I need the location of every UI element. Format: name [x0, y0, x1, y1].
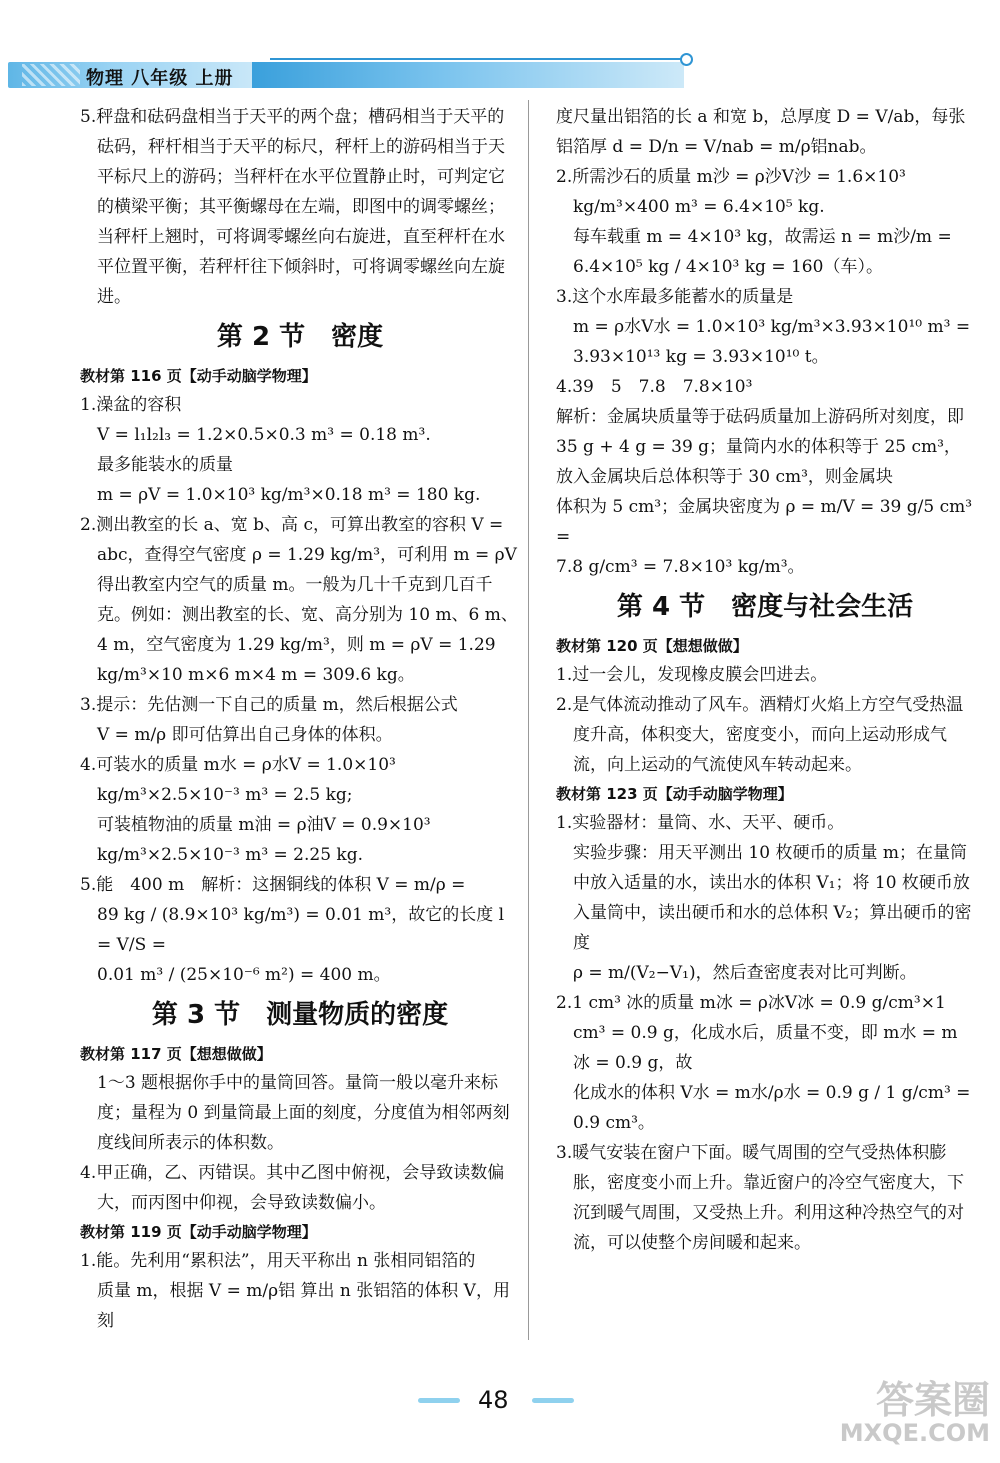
- answer-1-materials: 1.实验器材：量筒、水、天平、硬币。: [556, 813, 845, 833]
- answer-1-foil-cont: 质量 m，根据 V = m/ρ铝 算出 n 张铝箔的体积 V，用刻: [97, 1281, 510, 1331]
- watermark-url: MXQE.COM: [839, 1419, 990, 1447]
- page-number-ornament-right: [532, 1398, 574, 1403]
- book-title: 物理 八年级 上册: [86, 68, 234, 89]
- answer-4-values: 4.39 5 7.8 7.8×10³: [556, 377, 753, 397]
- subheading-p116: 教材第 116 页【动手动脑学物理】: [80, 367, 317, 385]
- header-rule: [270, 58, 682, 60]
- answer-1-formula: V = l₁l₂l₃ = 1.2×0.5×0.3 m³ = 0.18 m³.: [97, 425, 431, 445]
- answer-3-reservoir: 3.这个水库最多能蓄水的质量是: [556, 287, 794, 307]
- answer-1-text2: 最多能装水的质量: [97, 455, 233, 475]
- page-number-ornament-left: [418, 1398, 460, 1403]
- section-2-title: 第 2 节 密度: [216, 322, 384, 352]
- subheading-p123: 教材第 123 页【动手动脑学物理】: [556, 785, 793, 803]
- answer-2-trucks: 每车载重 m = 4×10³ kg，故需运 n = m沙/m =: [573, 227, 952, 247]
- answer-2-result: 6.4×10⁵ kg / 4×10³ kg = 160（车）。: [573, 257, 883, 277]
- answer-4-reading: 4.甲正确，乙、丙错误。其中乙图中俯视，会导致读数偏大，而丙图中仰视，会导致读数偏小。: [80, 1163, 505, 1213]
- column-divider: [528, 100, 529, 1340]
- answer-5-length: 0.01 m³ / (25×10⁻⁶ m²) = 400 m。: [97, 965, 391, 985]
- header-pattern: [22, 64, 80, 86]
- answer-2-windmill: 2.是气体流动推动了风车。酒精灯火焰上方空气受热温度升高，体积变大，密度变小，而向上运动形成气流，向上运动的气流使风车转动起来。: [556, 695, 964, 775]
- answer-5-scale: 5.秤盘和砝码盘相当于天平的两个盘；槽码相当于天平的砝码，秤杆相当于天平的标尺，秤杆上的游码相当于天平标尺上的游码；当秤杆在水平位置静止时，可判定它的横梁平衡；其平衡螺母在左端，即图中的调零螺丝；当秤杆上翘时，可将调零螺丝向右旋进，直至秤杆在水平位置平衡，若秤杆往下倾斜时，可将调零螺丝向左旋进。: [80, 107, 505, 307]
- subheading-p120: 教材第 120 页【想想做做】: [556, 637, 748, 655]
- section-3-title: 第 3 节 测量物质的密度: [151, 1000, 449, 1030]
- answer-5-volume: 89 kg / (8.9×10³ kg/m³) = 0.01 m³，故它的长度 l = V/S =: [97, 905, 505, 955]
- page-header: [0, 0, 1000, 100]
- site-watermark: [800, 1380, 990, 1452]
- answer-2-ice: 2.1 cm³ 冰的质量 m冰 = ρ冰V冰 = 0.9 g/cm³×1 cm³ = 0.9 g，化成水后，质量不变，即 m水 = m冰 = 0.9 g，故: [556, 993, 958, 1073]
- answer-1-text: 1.澡盆的容积: [80, 395, 182, 415]
- answer-1-3-cylinder: 1～3 题根据你手中的量筒回答。量筒一般以毫升来标度；量程为 0 到量筒最上面的刻度，分度值为相邻两刻度线间所表示的体积数。: [97, 1073, 510, 1153]
- answer-3-hint: 3.提示：先估测一下自己的质量 m，然后根据公式: [80, 695, 458, 715]
- answer-4-oil: 可装植物油的质量 m油 = ρ油V = 0.9×10³ kg/m³×2.5×10⁻³ m³ = 2.25 kg.: [97, 815, 431, 865]
- page-number: 48: [478, 1386, 509, 1414]
- section-4-title: 第 4 节 密度与社会生活: [616, 592, 914, 622]
- header-circle-ornament: [680, 53, 693, 66]
- answer-4-analysis: 解析：金属块质量等于砝码质量加上游码所对刻度，即 35 g + 4 g = 39 g；量筒内水的体积等于 25 cm³，放入金属块后总体积等于 30 cm³，则金属块: [556, 407, 964, 487]
- answer-4-density: 体积为 5 cm³；金属块密度为 ρ = m/V = 39 g/5 cm³ =: [556, 497, 973, 547]
- answer-4-result: 7.8 g/cm³ = 7.8×10³ kg/m³。: [556, 557, 805, 577]
- answer-1-membrane: 1.过一会儿，发现橡皮膜会凹进去。: [556, 665, 828, 685]
- answer-1-foil-each: 铝箔厚 d = D/n = V/nab = m/ρ铝nab。: [556, 137, 877, 157]
- header-gradient-bar: [252, 62, 684, 88]
- answer-3-heater: 3.暖气安装在窗户下面。暖气周围的空气受热体积膨胀，密度变小而上升。靠近窗户的冷空气密度大，下沉到暖气周围，又受热上升。利用这种冷热空气的对流，可以使整个房间暖和起来。: [556, 1143, 964, 1253]
- watermark-logo-text: 答案圈: [875, 1378, 990, 1422]
- answer-4-water: 4.可装水的质量 m水 = ρ水V = 1.0×10³ kg/m³×2.5×10⁻³ m³ = 2.5 kg;: [80, 755, 396, 805]
- subheading-p117: 教材第 117 页【想想做做】: [80, 1045, 272, 1063]
- answer-2-classroom: 2.测出教室的长 a、宽 b、高 c，可算出教室的容积 V = abc，查得空气密度 ρ = 1.29 kg/m³，可利用 m = ρV 得出教室内空气的质量 m。一般为几十千克到几百千克。例如：测出教室的长、宽、高分别为 10 m、6 m、4 m，空气密度为 1.29 kg/m³，则 m = ρV = 1.29 kg/m³×10 m×6 m×4 m = 309.6 kg。: [80, 515, 518, 685]
- answer-1-foil: 1.能。先利用“累积法”，用天平称出 n 张相同铝箔的: [80, 1251, 476, 1271]
- answer-5-copper: 5.能 400 m 解析：这捆铜线的体积 V = m/ρ =: [80, 875, 466, 895]
- answer-3-formula: m = ρ水V水 = 1.0×10³ kg/m³×3.93×10¹⁰ m³ = 3.93×10¹³ kg = 3.93×10¹⁰ t。: [573, 317, 971, 367]
- answer-3-formula: V = m/ρ 即可估算出自己身体的体积。: [97, 725, 393, 745]
- answer-1-steps: 实验步骤：用天平测出 10 枚硬币的质量 m；在量筒中放入适量的水，读出水的体积 V₁；将 10 枚硬币放入量筒中，读出硬币和水的总体积 V₂；算出硬币的密度: [573, 843, 972, 953]
- right-column: [556, 102, 974, 1258]
- left-column: [80, 102, 520, 1336]
- subheading-p119: 教材第 119 页【动手动脑学物理】: [80, 1223, 317, 1241]
- answer-1-density-formula: ρ = m/(V₂−V₁)，然后查密度表对比可判断。: [573, 963, 917, 983]
- answer-2-sand: 2.所需沙石的质量 m沙 = ρ沙V沙 = 1.6×10³ kg/m³×400 m³ = 6.4×10⁵ kg.: [556, 167, 906, 217]
- answer-1-formula2: m = ρV = 1.0×10³ kg/m³×0.18 m³ = 180 kg.: [97, 485, 481, 505]
- answer-1-foil-thickness: 度尺量出铝箔的长 a 和宽 b，总厚度 D = V/ab，每张: [556, 107, 966, 127]
- answer-2-ice-volume: 化成水的体积 V水 = m水/ρ水 = 0.9 g / 1 g/cm³ = 0.9 cm³。: [573, 1083, 971, 1133]
